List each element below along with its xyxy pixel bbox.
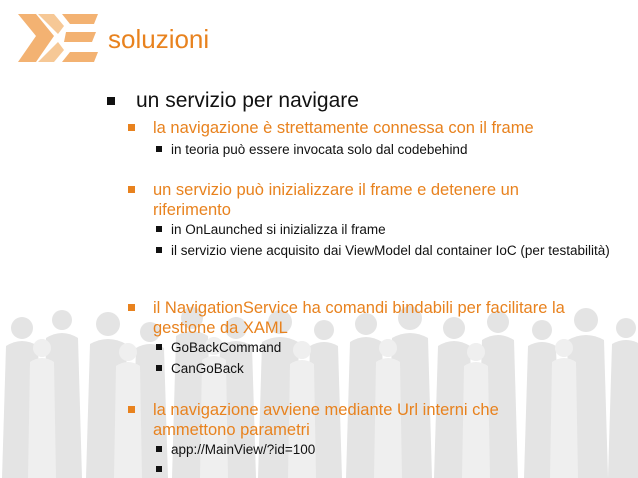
bullet-square-icon	[156, 466, 162, 472]
bullet-square-icon	[156, 344, 162, 350]
bullet-item	[153, 298, 613, 338]
bullet-text: GoBackCommand	[171, 340, 282, 355]
bullet-text: la navigazione avviene mediante Url interni che ammettono parametri	[153, 401, 499, 439]
bullet-square-icon	[156, 247, 162, 253]
bullet-text: un servizio per navigare	[136, 89, 359, 112]
bullet-item	[153, 118, 613, 138]
bullet-text: in OnLaunched si inizializza il frame	[171, 222, 386, 237]
bullet-square-icon	[128, 406, 135, 413]
bullet-square-icon	[128, 186, 135, 193]
bullet-text: il NavigationService ha comandi bindabili per facilitare la gestione da XAML	[153, 299, 565, 337]
bullet-item	[171, 242, 611, 259]
bullet-square-icon	[156, 365, 162, 371]
bullet-square-icon	[156, 226, 162, 232]
bullet-text: la navigazione è strettamente connessa con il frame	[153, 119, 534, 137]
bullet-item	[171, 141, 611, 158]
bullet-item	[153, 400, 573, 440]
bullet-square-icon	[156, 446, 162, 452]
bullet-text: un servizio può inizializzare il frame e detenere un riferimento	[153, 181, 519, 219]
bullet-text: CanGoBack	[171, 361, 244, 376]
bullet-square-icon	[128, 124, 135, 131]
bullet-text: in teoria può essere invocata solo dal codebehind	[171, 142, 468, 157]
bullet-square-icon	[156, 146, 162, 152]
bullet-square-icon	[107, 97, 115, 105]
bullet-text: app://MainView/?id=100	[171, 442, 316, 457]
bullet-item	[171, 441, 611, 458]
bullet-item	[171, 461, 611, 478]
bullet-item	[171, 339, 611, 356]
slide-title: soluzioni	[108, 24, 210, 54]
bullet-item	[136, 89, 616, 113]
bullet-item	[171, 221, 611, 238]
bullet-item	[171, 360, 611, 377]
bullet-item	[153, 180, 593, 220]
bullet-text: il servizio viene acquisito dai ViewModel dal container IoC (per testabilità)	[171, 243, 610, 258]
bullet-square-icon	[128, 304, 135, 311]
